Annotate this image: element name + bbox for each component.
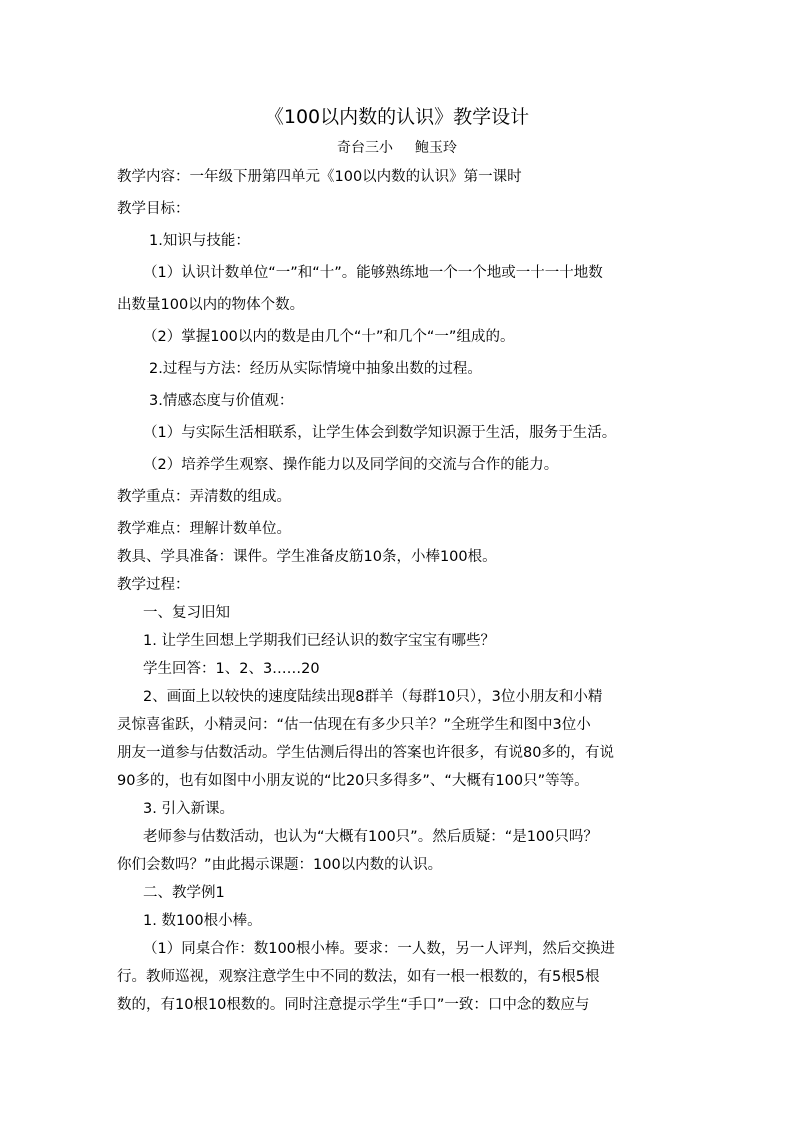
difficulty-line: 教学难点：理解计数单位。	[117, 521, 291, 537]
paragraph-line: 朋友一道参与估数活动。学生估测后得出的答案也许很多，有说80多的，有说	[117, 745, 614, 761]
section-heading: 二、教学例1	[143, 885, 225, 901]
document-title: 《100以内数的认识》教学设计	[264, 106, 530, 128]
paragraph-line: 老师参与估数活动，也认为“大概有100只”。然后质疑：“是100只吗？	[143, 829, 598, 845]
school-name: 奇台三小	[337, 140, 393, 156]
paragraph-line: 行。教师巡视，观察注意学生中不同的数法，如有一根一根数的，有5根5根	[117, 969, 600, 985]
teaching-goals-heading: 教学目标：	[117, 201, 190, 217]
paragraph-line: 3. 引入新课。	[143, 801, 234, 817]
teaching-process-heading: 教学过程：	[117, 577, 190, 593]
author-name: 鲍玉玲	[415, 140, 457, 156]
paragraph-line: 灵惊喜雀跃，小精灵问：“估一估现在有多少只羊？”全班学生和图中3位小	[117, 717, 591, 733]
goal-knowledge-heading: 1.知识与技能：	[149, 233, 250, 249]
paragraph-line: 1. 数100根小棒。	[143, 913, 262, 929]
teaching-content-line: 教学内容：一年级下册第四单元《100以内数的认识》第一课时	[117, 169, 522, 185]
paragraph-line: 数的，有10根10根数的。同时注意提示学生“手口”一致：口中念的数应与	[117, 997, 590, 1013]
paragraph-line: 90多的，也有如图中小朋友说的“比20只多得多”、“大概有100只”等等。	[117, 773, 589, 789]
materials-line: 教具、学具准备：课件。学生准备皮筋10条，小棒100根。	[117, 549, 497, 565]
goal-process-line: 2.过程与方法：经历从实际情境中抽象出数的过程。	[149, 361, 482, 377]
paragraph-line: 1. 让学生回想上学期我们已经认识的数字宝宝有哪些？	[143, 633, 495, 649]
goal-emotion-heading: 3.情感态度与价值观：	[149, 393, 294, 409]
paragraph-line: （2）掌握100以内的数是由几个“十”和几个“一”组成的。	[143, 329, 515, 345]
paragraph-line: （2）培养学生观察、操作能力以及同学间的交流与合作的能力。	[143, 457, 559, 473]
paragraph-line: 出数量100以内的物体个数。	[117, 297, 305, 313]
author-line	[0, 137, 794, 159]
paragraph-line: 学生回答：1、2、3……20	[143, 661, 320, 677]
paragraph-line: （1）认识计数单位“一”和“十”。能够熟练地一个一个地或一十一十地数	[143, 265, 603, 281]
paragraph-line: 你们会数吗？”由此揭示课题：100以内数的认识。	[117, 857, 443, 873]
paragraph-line: （1）同桌合作：数100根小棒。要求：一人数，另一人评判，然后交换进	[143, 941, 615, 957]
paragraph-line: （1）与实际生活相联系，让学生体会到数学知识源于生活，服务于生活。	[143, 425, 617, 441]
section-heading: 一、复习旧知	[143, 605, 230, 621]
key-point-line: 教学重点：弄清数的组成。	[117, 489, 291, 505]
paragraph-line: 2、画面上以较快的速度陆续出现8群羊（每群10只），3位小朋友和小精	[143, 689, 603, 705]
